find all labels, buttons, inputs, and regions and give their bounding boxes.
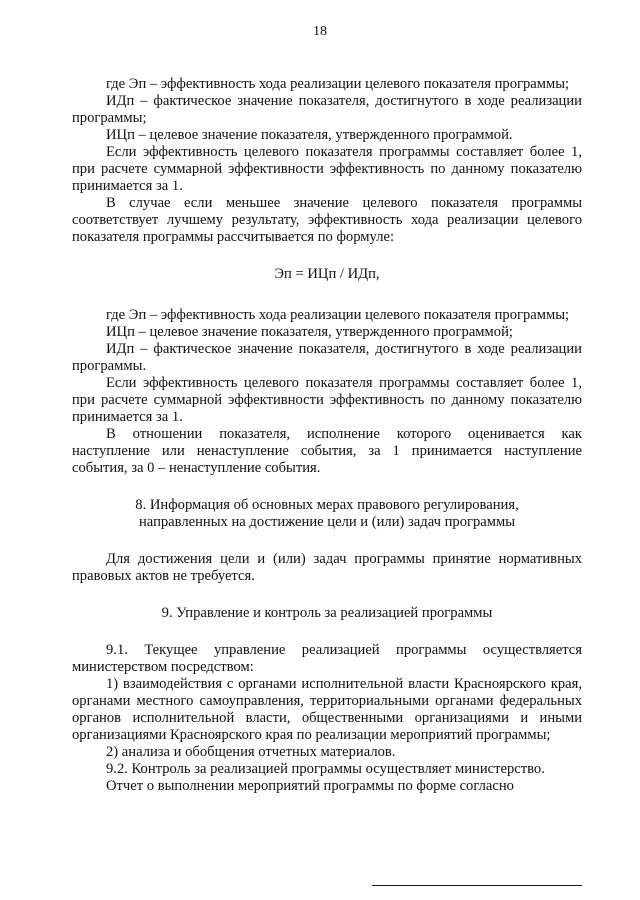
paragraph: В случае если меньшее значение целевого показателя программы соответствует лучшему результату, эффективность хода реализации целевого показателя программы рассчитывается по формуле: (72, 195, 582, 245)
paragraph: ИДп – фактическое значение показателя, достигнутого в ходе реализации программы. (72, 341, 582, 374)
paragraph: 9.2. Контроль за реализацией программы осуществляет министерство. (106, 761, 545, 777)
paragraph: 2) анализа и обобщения отчетных материалов. (106, 744, 396, 760)
paragraph: ИЦп – целевое значение показателя, утвержденного программой; (106, 324, 513, 340)
paragraph: ИЦп – целевое значение показателя, утвержденного программой. (106, 127, 513, 143)
paragraph: 9.1. Текущее управление реализацией программы осуществляется министерством посредством: (72, 642, 582, 675)
document-body (72, 76, 582, 795)
paragraph: В отношении показателя, исполнение которого оценивается как наступление или ненаступление события, за 1 принимается наступление события, за 0 – ненаступление события. (72, 426, 582, 476)
formula: Эп = ИЦп / ИДп, (274, 266, 380, 282)
footnote-divider (372, 885, 582, 886)
paragraph: где Эп – эффективность хода реализации целевого показателя программы; (106, 307, 570, 323)
section-8-text: Для достижения цели и (или) задач программы принятие нормативных правовых актов не требуется. (72, 551, 582, 584)
paragraph: Отчет о выполнении мероприятий программы по форме согласно (106, 778, 514, 794)
section-9-heading: 9. Управление и контроль за реализацией программы (161, 605, 493, 621)
section-8-heading: 8. Информация об основных мерах правового регулирования, направленных на достижение цели и (или) задач программы (135, 497, 519, 530)
paragraph: 1) взаимодействия с органами исполнительной власти Красноярского края, органами местного самоуправления, территориальными органами федеральных органов исполнительной власти, общественными организациями и иными организациями Красноярского края по реализации мероприятий программы; (72, 676, 582, 743)
paragraph: Если эффективность целевого показателя программы составляет более 1, при расчете суммарной эффективности эффективность по данному показателю принимается за 1. (72, 375, 582, 425)
paragraph: Если эффективность целевого показателя программы составляет более 1, при расчете суммарной эффективности эффективность по данному показателю принимается за 1. (72, 144, 582, 194)
paragraph: где Эп – эффективность хода реализации целевого показателя программы; (106, 76, 570, 92)
page-number: 18 (313, 24, 327, 39)
paragraph: ИДп – фактическое значение показателя, достигнутого в ходе реализации программы; (72, 93, 582, 126)
